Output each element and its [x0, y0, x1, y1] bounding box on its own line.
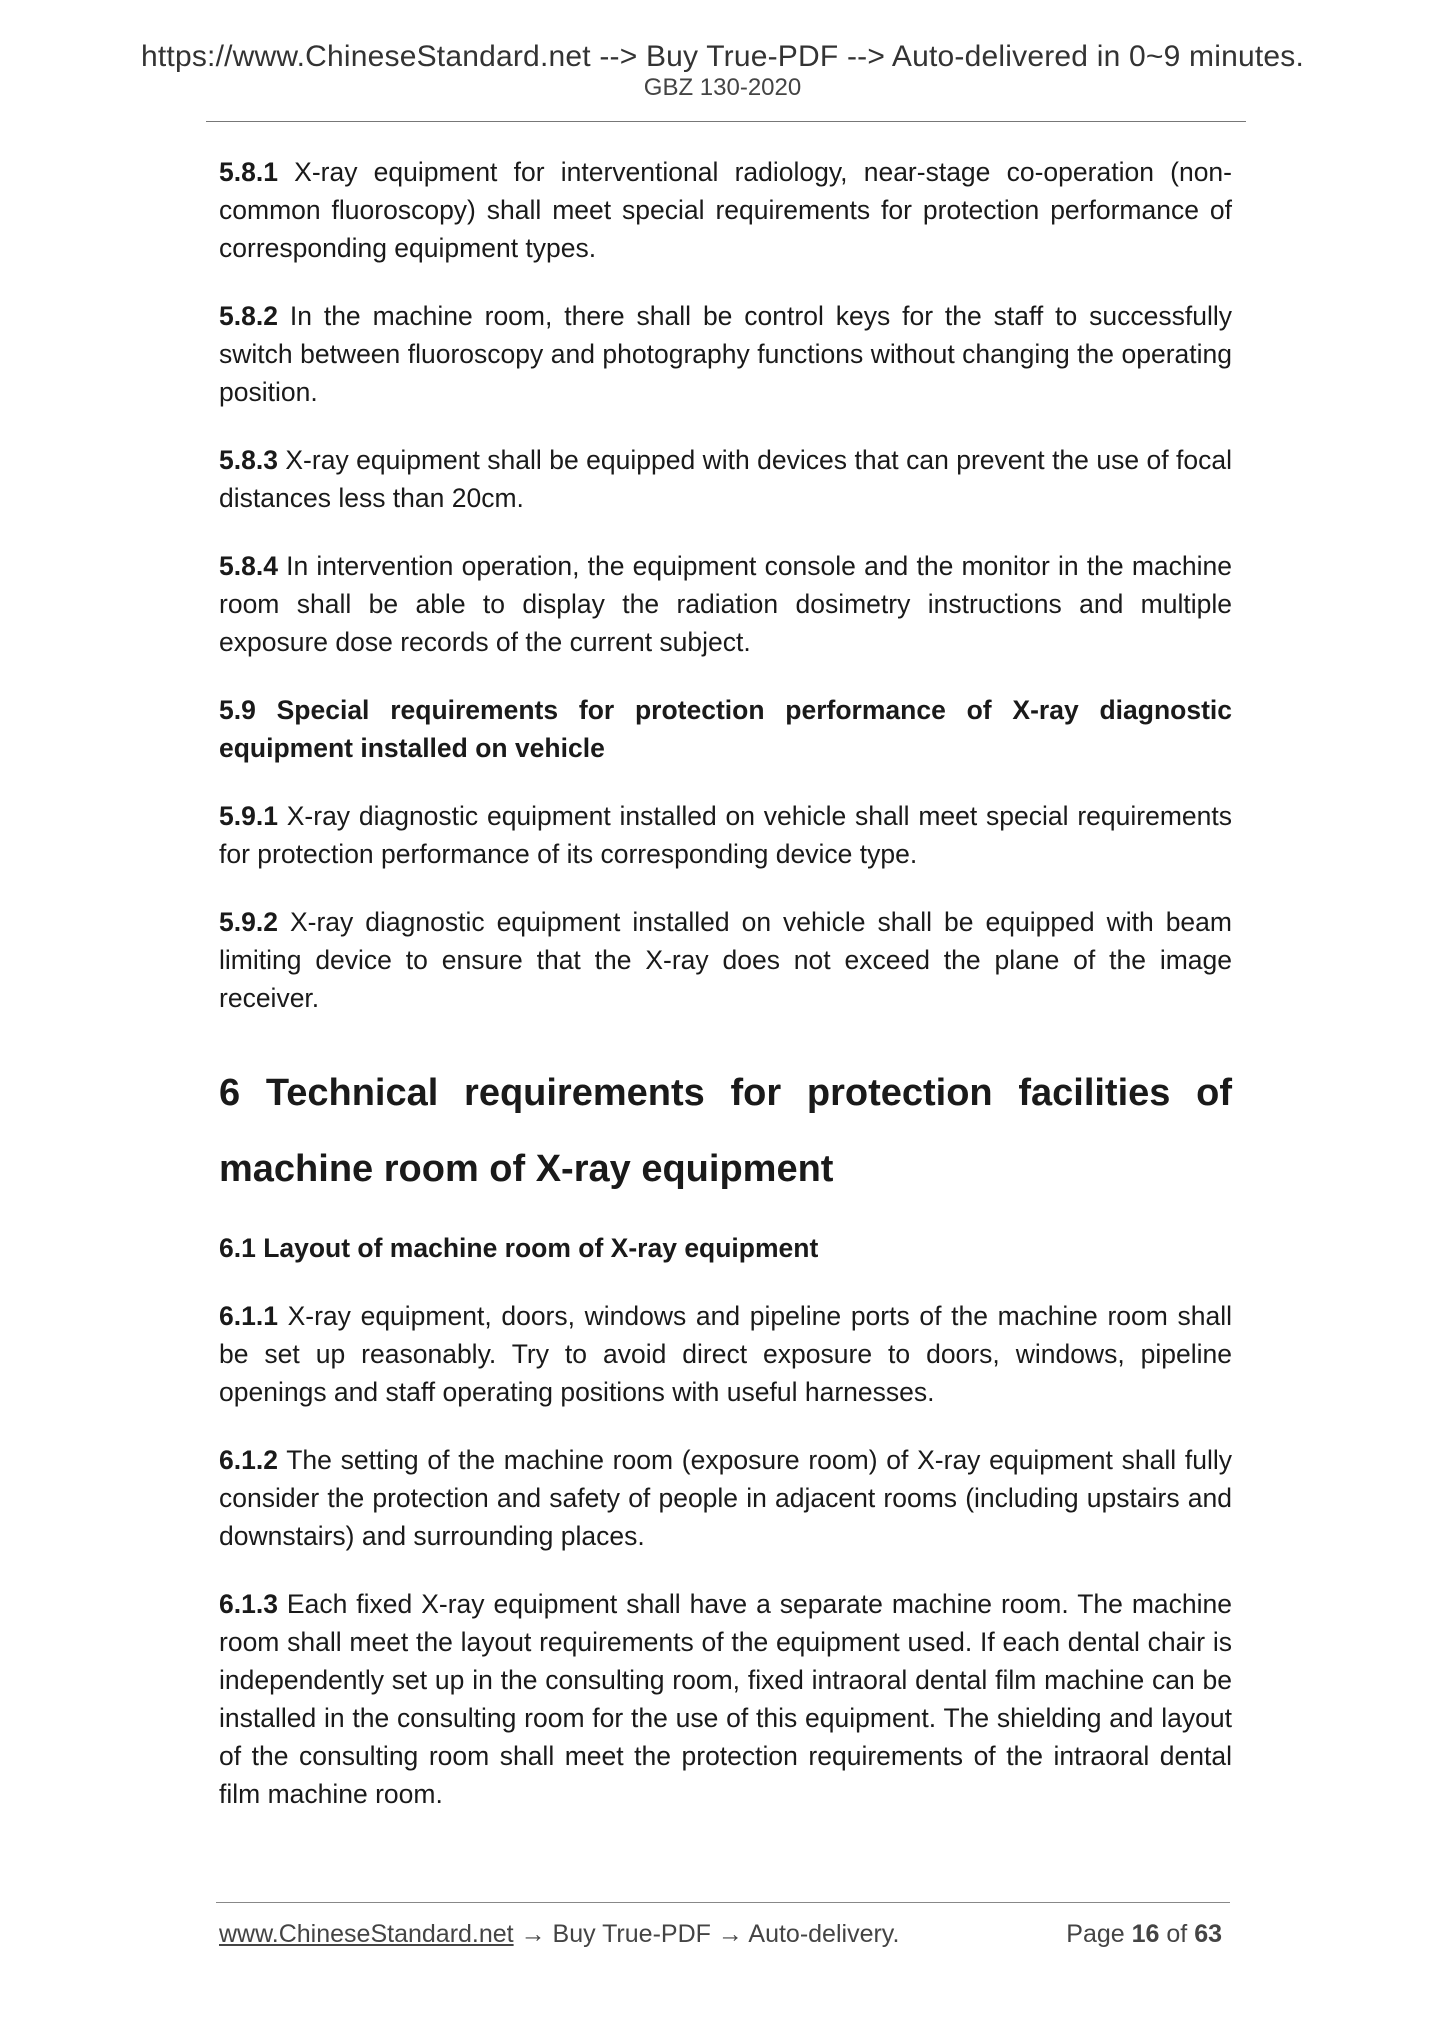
clause-6-1-2 [219, 1441, 1232, 1555]
page-label: Page [1066, 1920, 1132, 1948]
page-number: 16 [1131, 1920, 1160, 1948]
clause-text: In intervention operation, the equipment console and the monitor in the machine room shall be able to display the radiation dosimetry instructions and multiple exposure dose records of the current subject. [219, 551, 1232, 657]
clause-text: X-ray equipment for interventional radiology, near-stage co-operation (non-common fluoroscopy) shall meet special requirements for protection performance of corresponding equipment types. [219, 157, 1232, 263]
clause-text: X-ray equipment, doors, windows and pipeline ports of the machine room shall be set up reasonably. Try to avoid direct exposure to doors, windows, pipeline openings and staff operating positions with useful harnesses. [219, 1301, 1232, 1407]
clause-text: In the machine room, there shall be control keys for the staff to successfully switch between fluoroscopy and photography functions without changing the operating position. [219, 301, 1232, 407]
clause-number: 5.8.3 [219, 445, 278, 475]
clause-number: 5.8.4 [219, 551, 278, 581]
clause-text: The setting of the machine room (exposure room) of X-ray equipment shall fully consider the protection and safety of people in adjacent rooms (including upstairs and downstairs) and surrounding places. [219, 1445, 1232, 1551]
clause-6-1-3 [219, 1585, 1232, 1813]
page-total: 63 [1194, 1920, 1222, 1948]
document-body [219, 153, 1232, 1843]
clause-5-9-1 [219, 797, 1232, 873]
document-code: GBZ 130-2020 [643, 74, 802, 101]
section-heading-6-1: 6.1 Layout of machine room of X-ray equipment [219, 1233, 819, 1263]
clause-5-9-2 [219, 903, 1232, 1017]
chapter-heading-6: 6 Technical requirements for protection facilities of machine room of X-ray equipment [219, 1072, 1232, 1190]
clause-number: 5.9.1 [219, 801, 278, 831]
clause-text: X-ray diagnostic equipment installed on vehicle shall be equipped with beam limiting device to ensure that the X-ray does not exceed the plane of the image receiver. [219, 907, 1232, 1013]
clause-number: 5.8.2 [219, 301, 278, 331]
source-banner: https://www.ChineseStandard.net --> Buy True-PDF --> Auto-delivered in 0~9 minutes. [141, 40, 1304, 73]
footer-site-link[interactable]: www.ChineseStandard.net [219, 1920, 514, 1948]
footer-divider [216, 1902, 1230, 1903]
clause-5-8-1 [219, 153, 1232, 267]
clause-number: 6.1.1 [219, 1301, 278, 1331]
footer-promo [219, 1920, 899, 1949]
section-heading-5-9: 5.9 Special requirements for protection performance of X-ray diagnostic equipment installed on vehicle [219, 695, 1232, 763]
clause-5-8-4 [219, 547, 1232, 661]
page-footer [219, 1920, 1232, 1956]
clause-5-8-2 [219, 297, 1232, 411]
clause-text: X-ray diagnostic equipment installed on vehicle shall meet special requirements for protection performance of its corresponding device type. [219, 801, 1232, 869]
clause-5-8-3 [219, 441, 1232, 517]
header-divider [206, 121, 1246, 122]
page-indicator [1066, 1920, 1222, 1949]
clause-number: 6.1.2 [219, 1445, 278, 1475]
clause-number: 6.1.3 [219, 1589, 278, 1619]
clause-text: X-ray equipment shall be equipped with devices that can prevent the use of focal distances less than 20cm. [219, 445, 1232, 513]
clause-number: 5.8.1 [219, 157, 278, 187]
clause-number: 5.9.2 [219, 907, 278, 937]
footer-promo-text: → Buy True-PDF → Auto-delivery. [513, 1920, 900, 1948]
of-label: of [1159, 1920, 1195, 1948]
clause-text: Each fixed X-ray equipment shall have a separate machine room. The machine room shall meet the layout requirements of the equipment used. If each dental chair is independently set up in the consulting room, fixed intraoral dental film machine can be installed in the consulting room for the use of this equipment. The shielding and layout of the consulting room shall meet the protection requirements of the intraoral dental film machine room. [219, 1589, 1232, 1809]
clause-6-1-1 [219, 1297, 1232, 1411]
